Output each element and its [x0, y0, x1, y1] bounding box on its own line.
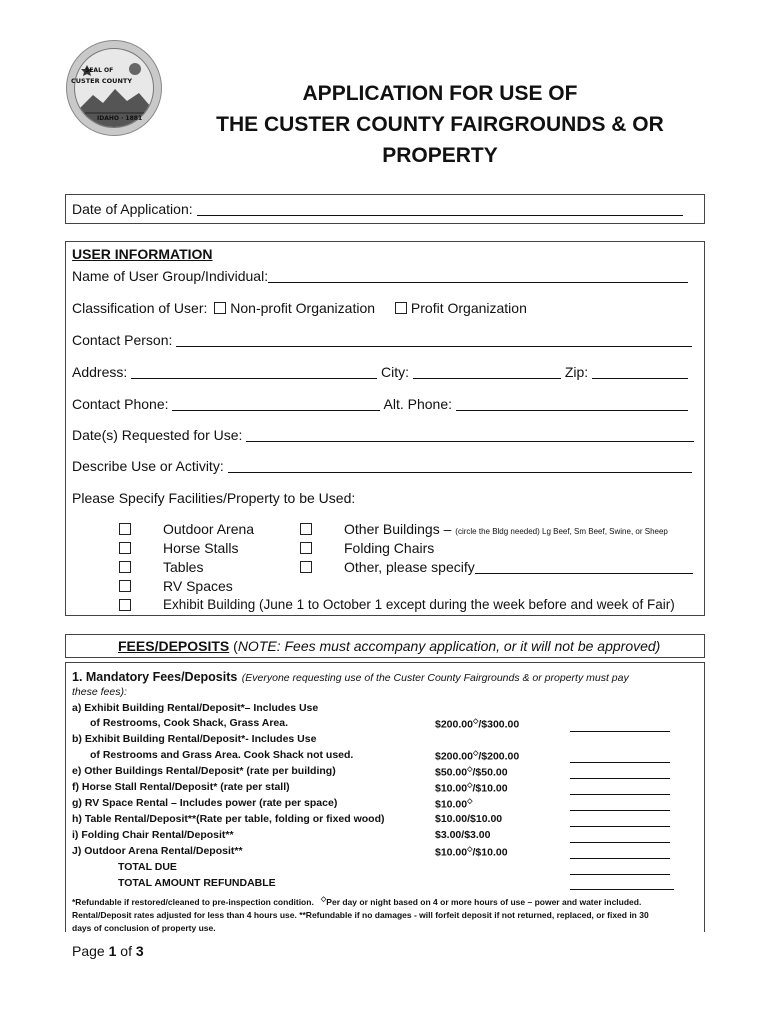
describe-label: Describe Use or Activity:: [72, 458, 224, 474]
zip-field[interactable]: [592, 364, 688, 379]
describe-row: [72, 458, 692, 474]
county-seal: [66, 40, 162, 136]
fee-j-blank[interactable]: [570, 848, 670, 859]
phone-label: Contact Phone:: [72, 396, 169, 412]
zip-label: Zip:: [564, 364, 589, 380]
fees-section-title: 1. Mandatory Fees/Deposits: [72, 670, 238, 684]
fees-footnotes: [72, 893, 702, 935]
other-specify-label: Other, please specify: [344, 559, 475, 575]
tables-checkbox[interactable]: [119, 561, 131, 573]
fees-heading-row: FEES/DEPOSITS (NOTE: Fees must accompany application, or it will not be approved): [118, 638, 661, 654]
seal-top-text: SEAL OF: [85, 67, 114, 74]
total-refundable-blank[interactable]: [570, 879, 674, 890]
fee-b-line1: b) Exhibit Building Rental/Deposit*- Includes Use: [72, 733, 317, 745]
dates-row: [72, 427, 694, 443]
address-row: [72, 364, 688, 380]
fees-section-title-row: [72, 668, 697, 686]
date-label: Date of Application:: [72, 201, 193, 217]
city-label: City:: [381, 364, 410, 380]
city-field[interactable]: [413, 364, 561, 379]
date-row: [72, 201, 683, 217]
other-buildings-note: (circle the Bldg needed) Lg Beef, Sm Beef, Swine, or Sheep: [455, 527, 668, 536]
fees-note-text: : Fees must accompany application, or it will not be approved): [276, 638, 661, 654]
fee-e-blank[interactable]: [570, 768, 670, 779]
fee-i-blank[interactable]: [570, 832, 670, 843]
facilities-label: Please Specify Facilities/Property to be Used:: [72, 490, 356, 506]
fee-g-line: g) RV Space Rental – Includes power (rate per space): [72, 797, 338, 809]
total-refundable-label: TOTAL AMOUNT REFUNDABLE: [118, 877, 276, 889]
fee-e-amount: $50.00◇/$50.00: [435, 766, 508, 779]
profit-label: Profit Organization: [410, 300, 527, 316]
fee-f-blank[interactable]: [570, 784, 670, 795]
contact-label: Contact Person:: [72, 332, 173, 348]
dates-field[interactable]: [246, 427, 694, 442]
other-specify-row: [344, 559, 693, 575]
rv-spaces-checkbox[interactable]: [119, 580, 131, 592]
page-number: Page 1 of 3: [72, 943, 144, 959]
fees-note-label: NOTE: [237, 638, 277, 654]
diamond-icon: ◇: [320, 896, 327, 903]
user-info-heading: USER INFORMATION: [72, 246, 213, 262]
fee-e-line: e) Other Buildings Rental/Deposit* (rate per building): [72, 765, 336, 777]
name-row: [72, 268, 688, 284]
fee-i-line: i) Folding Chair Rental/Deposit**: [72, 829, 234, 841]
address-label: Address:: [72, 364, 128, 380]
other-specify-field[interactable]: [475, 559, 693, 574]
phone-field[interactable]: [172, 396, 380, 411]
profit-checkbox[interactable]: [395, 302, 407, 314]
contact-row: [72, 332, 692, 348]
title-line-3: PROPERTY: [382, 144, 498, 167]
footnote-line-1: *Refundable if restored/cleaned to pre-inspection condition. ◇Per day or night based on 4 or more hours of use – power and water included.: [72, 896, 642, 907]
address-field[interactable]: [131, 364, 377, 379]
fee-b-amount: $200.00◇/$200.00: [435, 750, 520, 763]
other-specify-checkbox[interactable]: [300, 561, 312, 573]
page-title: [200, 78, 680, 171]
other-buildings-label: Other Buildings –: [344, 521, 452, 537]
alt-phone-field[interactable]: [456, 396, 688, 411]
fee-h-blank[interactable]: [570, 816, 670, 827]
fee-h-amount: $10.00/$10.00: [435, 813, 503, 825]
total-due-blank[interactable]: [570, 864, 670, 875]
fee-g-blank[interactable]: [570, 800, 670, 811]
classification-row: [72, 300, 527, 316]
outdoor-arena-checkbox[interactable]: [119, 523, 131, 535]
folding-chairs-label: Folding Chairs: [344, 540, 435, 556]
footnote-line-3: days of conclusion of property use.: [72, 922, 216, 933]
fee-f-amount: $10.00◇/$10.00: [435, 782, 508, 795]
fee-a-line2: of Restrooms, Cook Shack, Grass Area.: [90, 717, 289, 729]
other-buildings-row: [344, 521, 668, 537]
fee-g-amount: $10.00◇: [435, 798, 473, 811]
seal-county-text: CUSTER COUNTY: [71, 77, 133, 85]
horse-stalls-checkbox[interactable]: [119, 542, 131, 554]
fee-a-line1: a) Exhibit Building Rental/Deposit*– Includes Use: [72, 702, 319, 714]
fee-j-amount: $10.00◇/$10.00: [435, 846, 508, 859]
date-field[interactable]: [197, 201, 683, 216]
folding-chairs-checkbox[interactable]: [300, 542, 312, 554]
classification-label: Classification of User:: [72, 300, 208, 316]
phone-row: [72, 396, 688, 412]
title-line-2: THE CUSTER COUNTY FAIRGROUNDS & OR: [216, 113, 664, 136]
title-line-1: APPLICATION FOR USE OF: [302, 82, 578, 105]
name-field[interactable]: [268, 268, 688, 283]
fee-a-amount: $200.00◇/$300.00: [435, 718, 520, 731]
nonprofit-label: Non-profit Organization: [230, 300, 376, 316]
alt-phone-label: Alt. Phone:: [383, 396, 453, 412]
fee-b-blank[interactable]: [570, 752, 670, 763]
name-label: Name of User Group/Individual:: [72, 268, 269, 284]
fee-b-line2: of Restrooms and Grass Area. Cook Shack not used.: [90, 749, 354, 761]
dates-label: Date(s) Requested for Use:: [72, 427, 243, 443]
contact-field[interactable]: [176, 332, 692, 347]
total-due-label: TOTAL DUE: [118, 861, 177, 873]
fee-a-blank[interactable]: [570, 721, 670, 732]
seal-bottom-text: IDAHO · 1881: [97, 115, 143, 122]
fee-j-line: J) Outdoor Arena Rental/Deposit**: [72, 845, 243, 857]
outdoor-arena-label: Outdoor Arena: [163, 521, 255, 537]
tables-label: Tables: [163, 559, 204, 575]
exhibit-building-checkbox[interactable]: [119, 599, 131, 611]
rv-spaces-label: RV Spaces: [163, 578, 233, 594]
exhibit-building-label: Exhibit Building (June 1 to October 1 except during the week before and week of Fair): [163, 597, 675, 612]
fees-section-note-2: these fees):: [72, 686, 127, 698]
horse-stalls-label: Horse Stalls: [163, 540, 239, 556]
fees-heading: FEES/DEPOSITS: [118, 638, 230, 654]
fee-f-line: f) Horse Stall Rental/Deposit* (rate per stall): [72, 781, 290, 793]
fee-i-amount: $3.00/$3.00: [435, 829, 491, 841]
describe-field[interactable]: [228, 458, 692, 473]
footnote-line-2: Rental/Deposit rates adjusted for less than 4 hours use. **Refundable if no damages - will forfeit deposit if not returned, replaced, or fixed in 30: [72, 909, 649, 920]
fee-h-line: h) Table Rental/Deposit**(Rate per table, folding or fixed wood): [72, 813, 385, 825]
nonprofit-checkbox[interactable]: [214, 302, 226, 314]
other-buildings-checkbox[interactable]: [300, 523, 312, 535]
fees-section-note-1: (Everyone requesting use of the Custer County Fairgrounds & or property must pay: [241, 672, 629, 684]
